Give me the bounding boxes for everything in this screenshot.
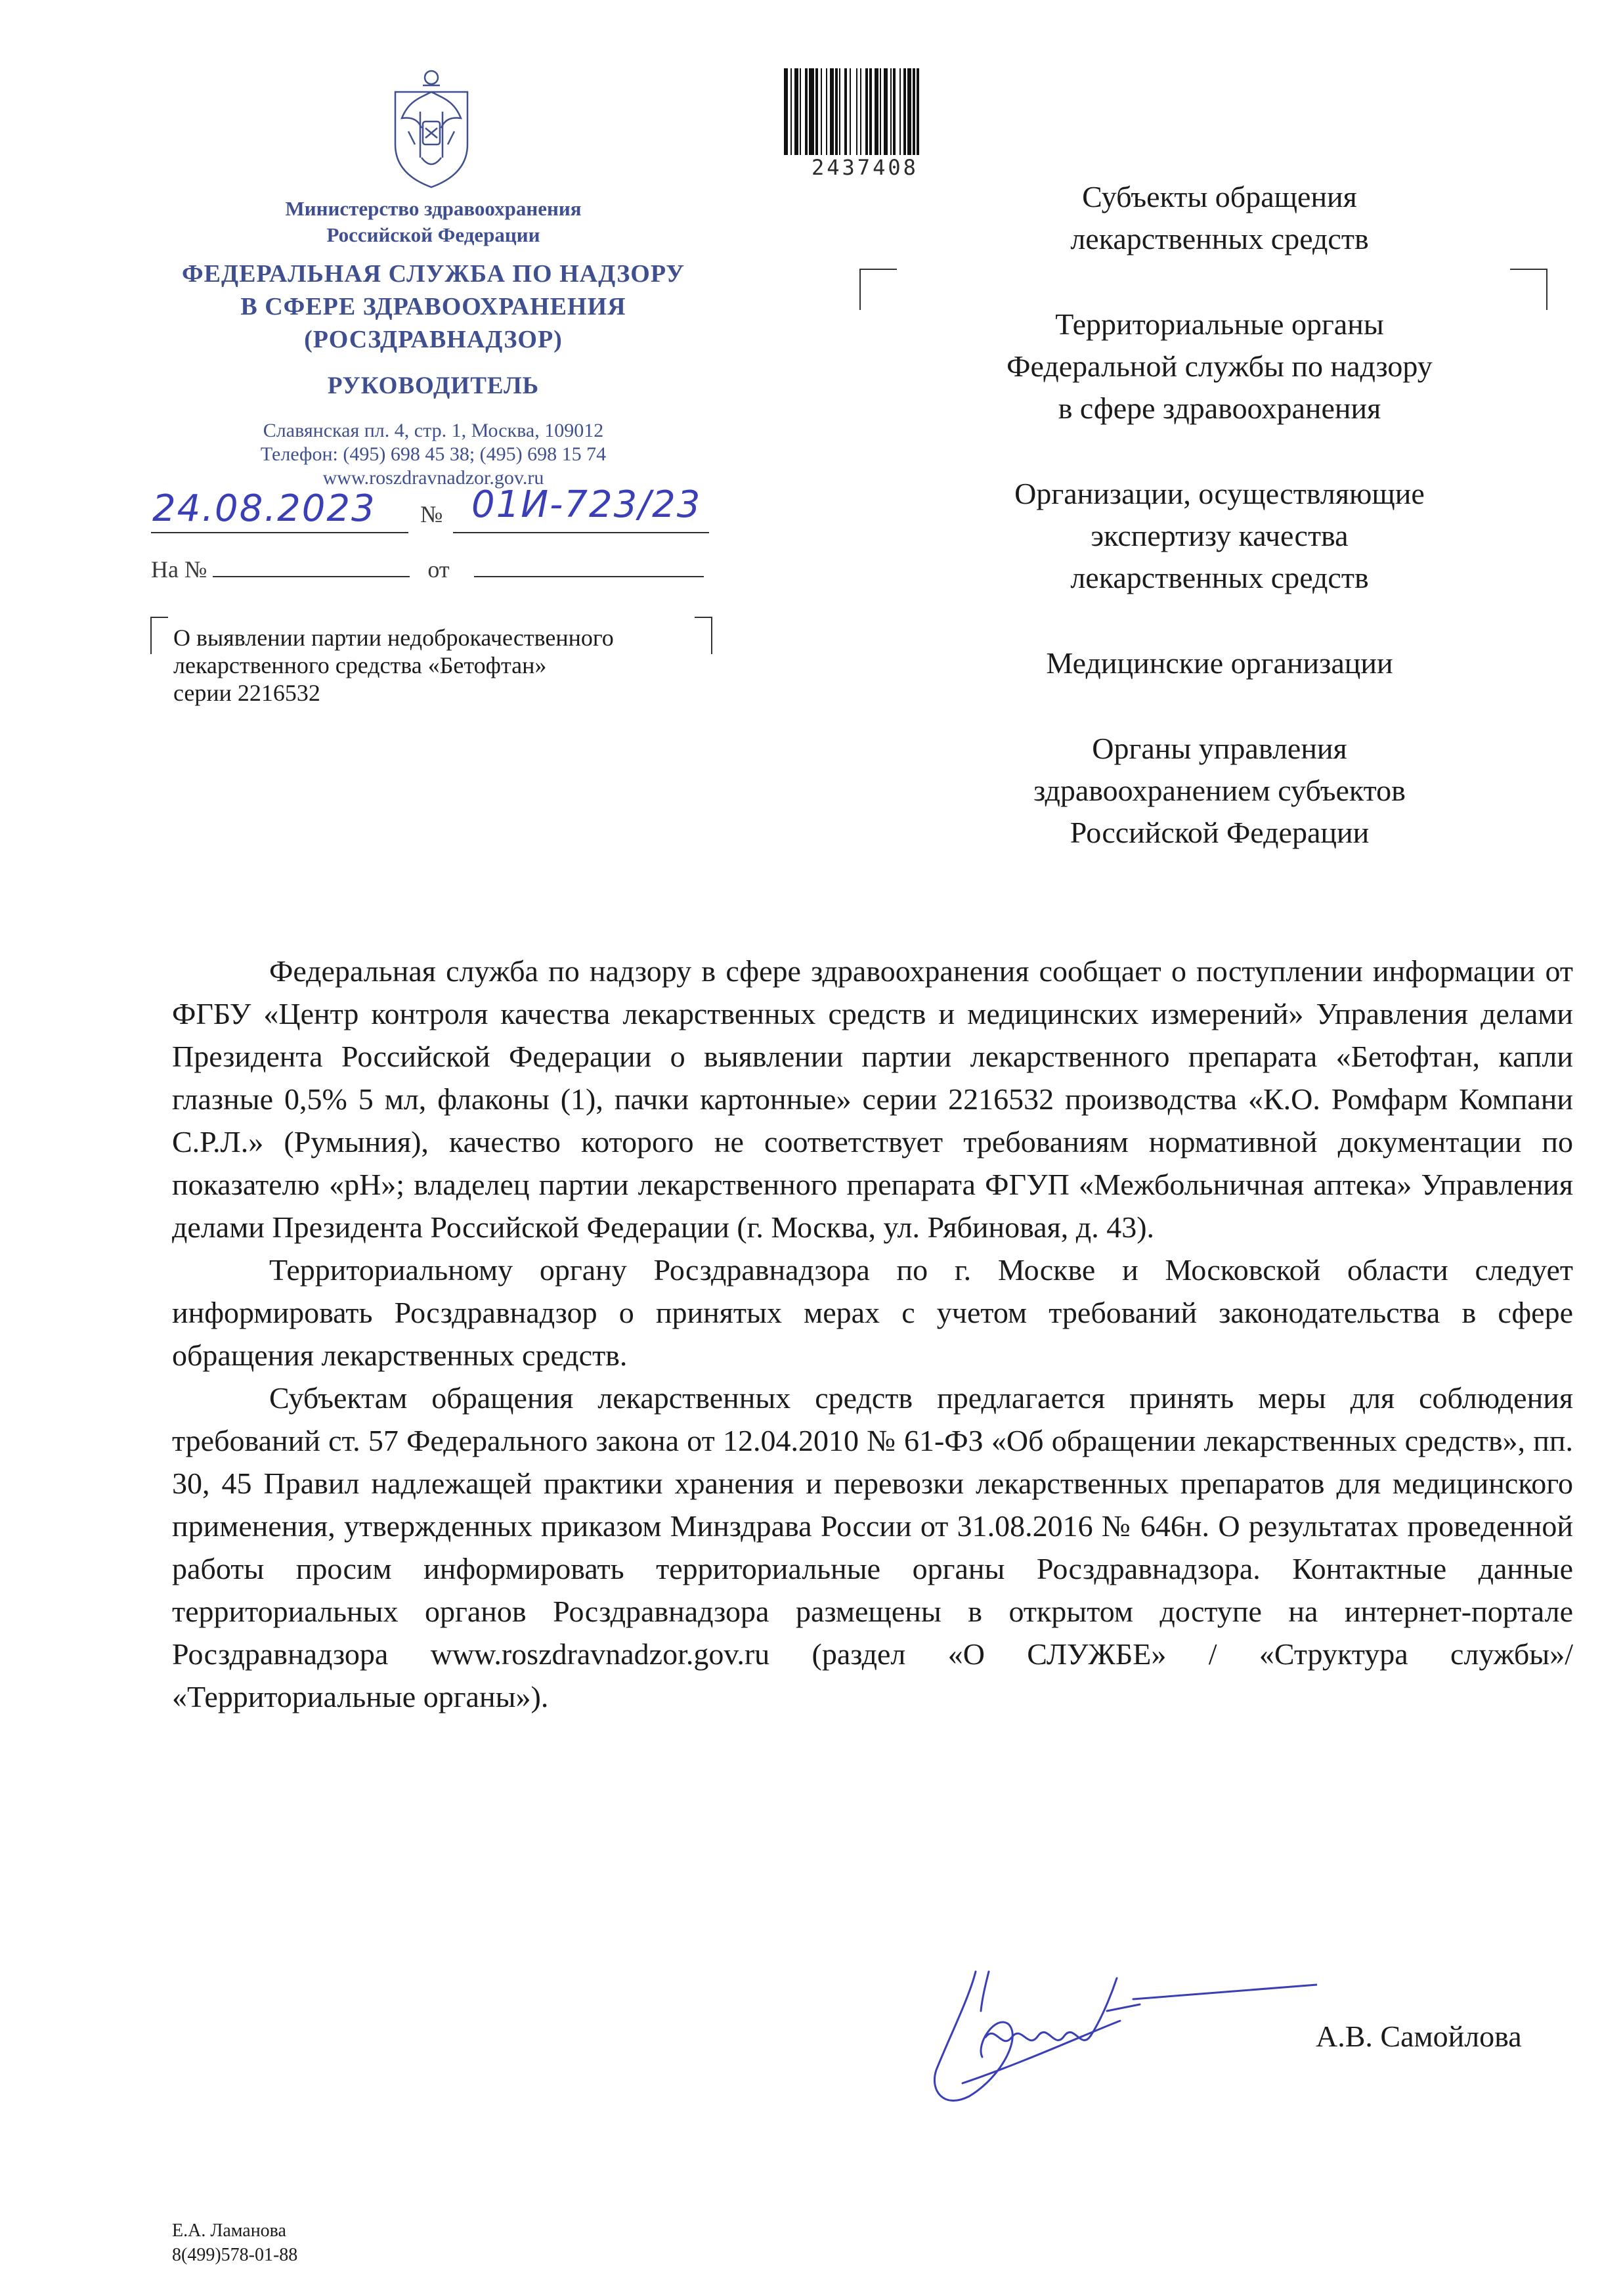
barcode-bar xyxy=(844,68,847,155)
letter-body xyxy=(172,950,1573,1718)
letter-subject xyxy=(173,624,738,707)
reference-row xyxy=(151,556,704,583)
barcode-bar xyxy=(784,68,788,155)
barcode-bar xyxy=(850,68,851,155)
recipient-1-line-2: лекарственных средств xyxy=(1070,222,1369,255)
executor-block xyxy=(172,2219,297,2267)
executor-name: Е.А. Ламанова xyxy=(172,2220,286,2241)
ministry-line-1: Министерство здравоохранения xyxy=(285,197,582,220)
head-title: РУКОВОДИТЕЛЬ xyxy=(327,372,540,399)
barcode-bar xyxy=(830,68,834,155)
recipient-2-line-2: Федеральной службы по надзору xyxy=(1006,349,1433,383)
recipient-5-line-2: здравоохранением субъектов xyxy=(1033,774,1406,807)
recipient-3-line-1: Организации, осуществляющие xyxy=(1014,477,1425,510)
contact-block xyxy=(158,419,709,490)
service-line-1: ФЕДЕРАЛЬНАЯ СЛУЖБА ПО НАДЗОРУ xyxy=(182,260,685,288)
ministry-line-2: Российской Федерации xyxy=(326,223,540,246)
barcode-bar xyxy=(809,68,814,155)
barcode-bar xyxy=(865,68,868,155)
barcode-bar xyxy=(890,68,892,155)
recipient-4 xyxy=(919,642,1520,684)
handwritten-date: 24.08.2023 xyxy=(152,487,376,530)
recipient-bracket-left xyxy=(859,268,898,311)
barcode-bar xyxy=(826,68,827,155)
number-sign: № xyxy=(420,501,443,527)
signer-name: А.В. Самойлова xyxy=(1316,2020,1522,2053)
service-name xyxy=(131,257,735,356)
website: www.roszdravnadzor.gov.ru xyxy=(322,467,544,489)
barcode-bar xyxy=(821,68,822,155)
recipient-1 xyxy=(919,176,1520,260)
barcode-bar xyxy=(860,68,861,155)
service-line-2: В СФЕРЕ ЗДРАВООХРАНЕНИЯ xyxy=(240,293,626,320)
ministry-name xyxy=(197,196,670,248)
barcode-bar xyxy=(880,68,881,155)
barcode-bar xyxy=(805,68,808,155)
recipient-3 xyxy=(919,473,1520,599)
body-paragraph-1: Федеральная служба по надзору в сфере здравоохранения сообщает о поступлении информации от ФГБУ «Центр контроля качества лекарственных средств и медицинских измерений» Управления делами Президента Российской Федерации о выявлении партии лекарственного препарата «Бетофтан, капли глазные 0,5% 5 мл, флаконы (1), пачки картонные» серии 2216532 производства «К.О. Ромфарм Компани С.Р.Л.» (Румыния), качество которого не соответствует требованиям нормативной документации по показателю «pH»; владелец партии лекарственного препарата ФГУП «Межбольничная аптека» Управления делами Президента Российской Федерации (г. Москва, ул. Рябиновая, д. 43). xyxy=(172,954,1573,1244)
number-underline xyxy=(453,531,709,533)
barcode-bar xyxy=(899,68,901,155)
barcode-bar xyxy=(794,68,798,155)
ot-blank xyxy=(474,576,704,577)
barcode xyxy=(783,68,945,158)
barcode-bar xyxy=(869,68,872,155)
handwritten-number: 01И-723/23 xyxy=(471,483,702,526)
phone: Телефон: (495) 698 45 38; (495) 698 15 74 xyxy=(260,443,607,465)
subject-line-2: лекарственного средства «Бетофтан» xyxy=(173,652,547,678)
barcode-bar xyxy=(884,68,888,155)
subject-bracket-left xyxy=(150,616,169,655)
barcode-bar xyxy=(913,68,915,155)
barcode-bar xyxy=(790,68,792,155)
barcode-bar xyxy=(875,68,878,155)
barcode-bar xyxy=(839,68,840,155)
ot-label: от xyxy=(427,556,450,583)
na-blank xyxy=(213,576,410,577)
service-line-3: (РОСЗДРАВНАДЗОР) xyxy=(304,326,563,353)
date-underline xyxy=(151,531,408,533)
body-paragraph-2: Территориальному органу Росздравнадзора по г. Москве и Московской области следует информировать Росздравнадзор о принятых мерах с учетом требований законодательства в сфере обращения лекарственных средств. xyxy=(172,1253,1573,1372)
russian-coat-of-arms-icon xyxy=(382,66,481,190)
barcode-bar xyxy=(893,68,896,155)
handwritten-signature xyxy=(923,1958,1317,2142)
subject-line-3: серии 2216532 xyxy=(173,680,320,706)
recipient-2 xyxy=(919,303,1520,430)
recipient-2-line-1: Территориальные органы xyxy=(1055,307,1384,341)
recipient-5-line-3: Российской Федерации xyxy=(1070,816,1370,849)
recipient-3-line-2: экспертизу качества xyxy=(1091,519,1349,552)
barcode-bar xyxy=(800,68,801,155)
recipients-block xyxy=(919,176,1520,897)
recipient-5 xyxy=(919,728,1520,854)
barcode-bar xyxy=(917,68,919,155)
subject-line-1: О выявлении партии недоброкачественного xyxy=(173,625,614,651)
recipient-5-line-1: Органы управления xyxy=(1092,732,1347,765)
executor-phone: 8(499)578-01-88 xyxy=(172,2245,298,2265)
barcode-bar xyxy=(835,68,838,155)
recipient-2-line-3: в сфере здравоохранения xyxy=(1058,391,1381,425)
recipient-1-line-1: Субъекты обращения xyxy=(1082,180,1357,213)
recipient-4-line-1: Медицинские организации xyxy=(1046,646,1393,680)
recipient-3-line-3: лекарственных средств xyxy=(1070,561,1369,594)
barcode-bar xyxy=(907,68,911,155)
na-label: На № xyxy=(151,556,207,583)
body-paragraph-3: Субъектам обращения лекарственных средств предлагается принять меры для соблюдения требований ст. 57 Федерального закона от 12.04.2010 № 61-ФЗ «Об обращении лекарственных средств», пп. 30, 45 Правил надлежащей практики хранения и перевозки лекарственных препаратов для медицинского применения, утвержденных приказом Минздрава России от 31.08.2016 № 646н. О результатах проведенной работы просим информировать территориальные органы Росздравнадзора. Контактные данные территориальных органов Росздравнадзора размещены в открытом доступе на интернет-портале Росздравнадзора www.roszdravnadzor.gov.ru (раздел «О СЛУЖБЕ» / «Структура службы»/ «Территориальные органы»). xyxy=(172,1381,1573,1713)
address: Славянская пл. 4, стр. 1, Москва, 109012 xyxy=(263,420,604,441)
barcode-bar xyxy=(903,68,906,155)
barcode-bar xyxy=(856,68,857,155)
barcode-number: 2437408 xyxy=(812,155,919,180)
barcode-bar xyxy=(815,68,818,155)
